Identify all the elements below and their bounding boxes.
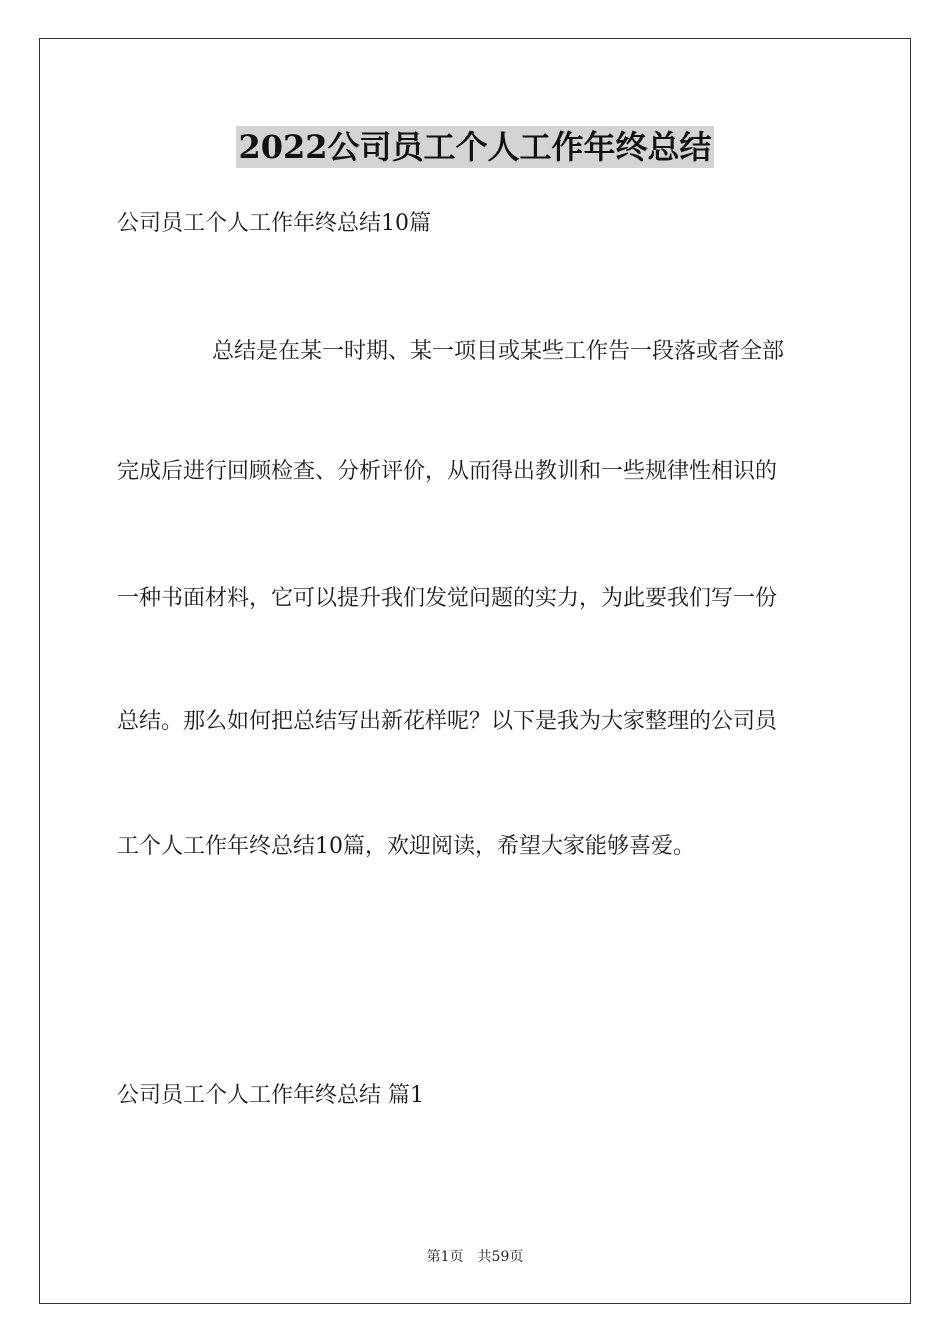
page-total: 共59页 bbox=[477, 1249, 524, 1265]
page-number: 第1页 bbox=[426, 1249, 464, 1265]
paragraph-line: 总结是在某一时期、某一项目或某些工作告一段落或者全部 bbox=[212, 339, 785, 364]
document-title: 2022公司员工个人工作年终总结 bbox=[238, 128, 712, 166]
section-heading: 公司员工个人工作年终总结 篇1 bbox=[117, 1083, 424, 1108]
title-container bbox=[0, 126, 950, 168]
paragraph-line: 一种书面材料，它可以提升我们发觉问题的实力，为此要我们写一份 bbox=[117, 586, 778, 611]
paragraph-line: 完成后进行回顾检查、分析评价，从而得出教训和一些规律性相识的 bbox=[117, 459, 778, 484]
document-subtitle: 公司员工个人工作年终总结10篇 bbox=[117, 211, 431, 236]
paragraph-line: 工个人工作年终总结10篇，欢迎阅读，希望大家能够喜爱。 bbox=[117, 834, 695, 859]
page-footer bbox=[0, 1247, 950, 1267]
paragraph-line: 总结。那么如何把总结写出新花样呢？以下是我为大家整理的公司员 bbox=[117, 709, 778, 734]
